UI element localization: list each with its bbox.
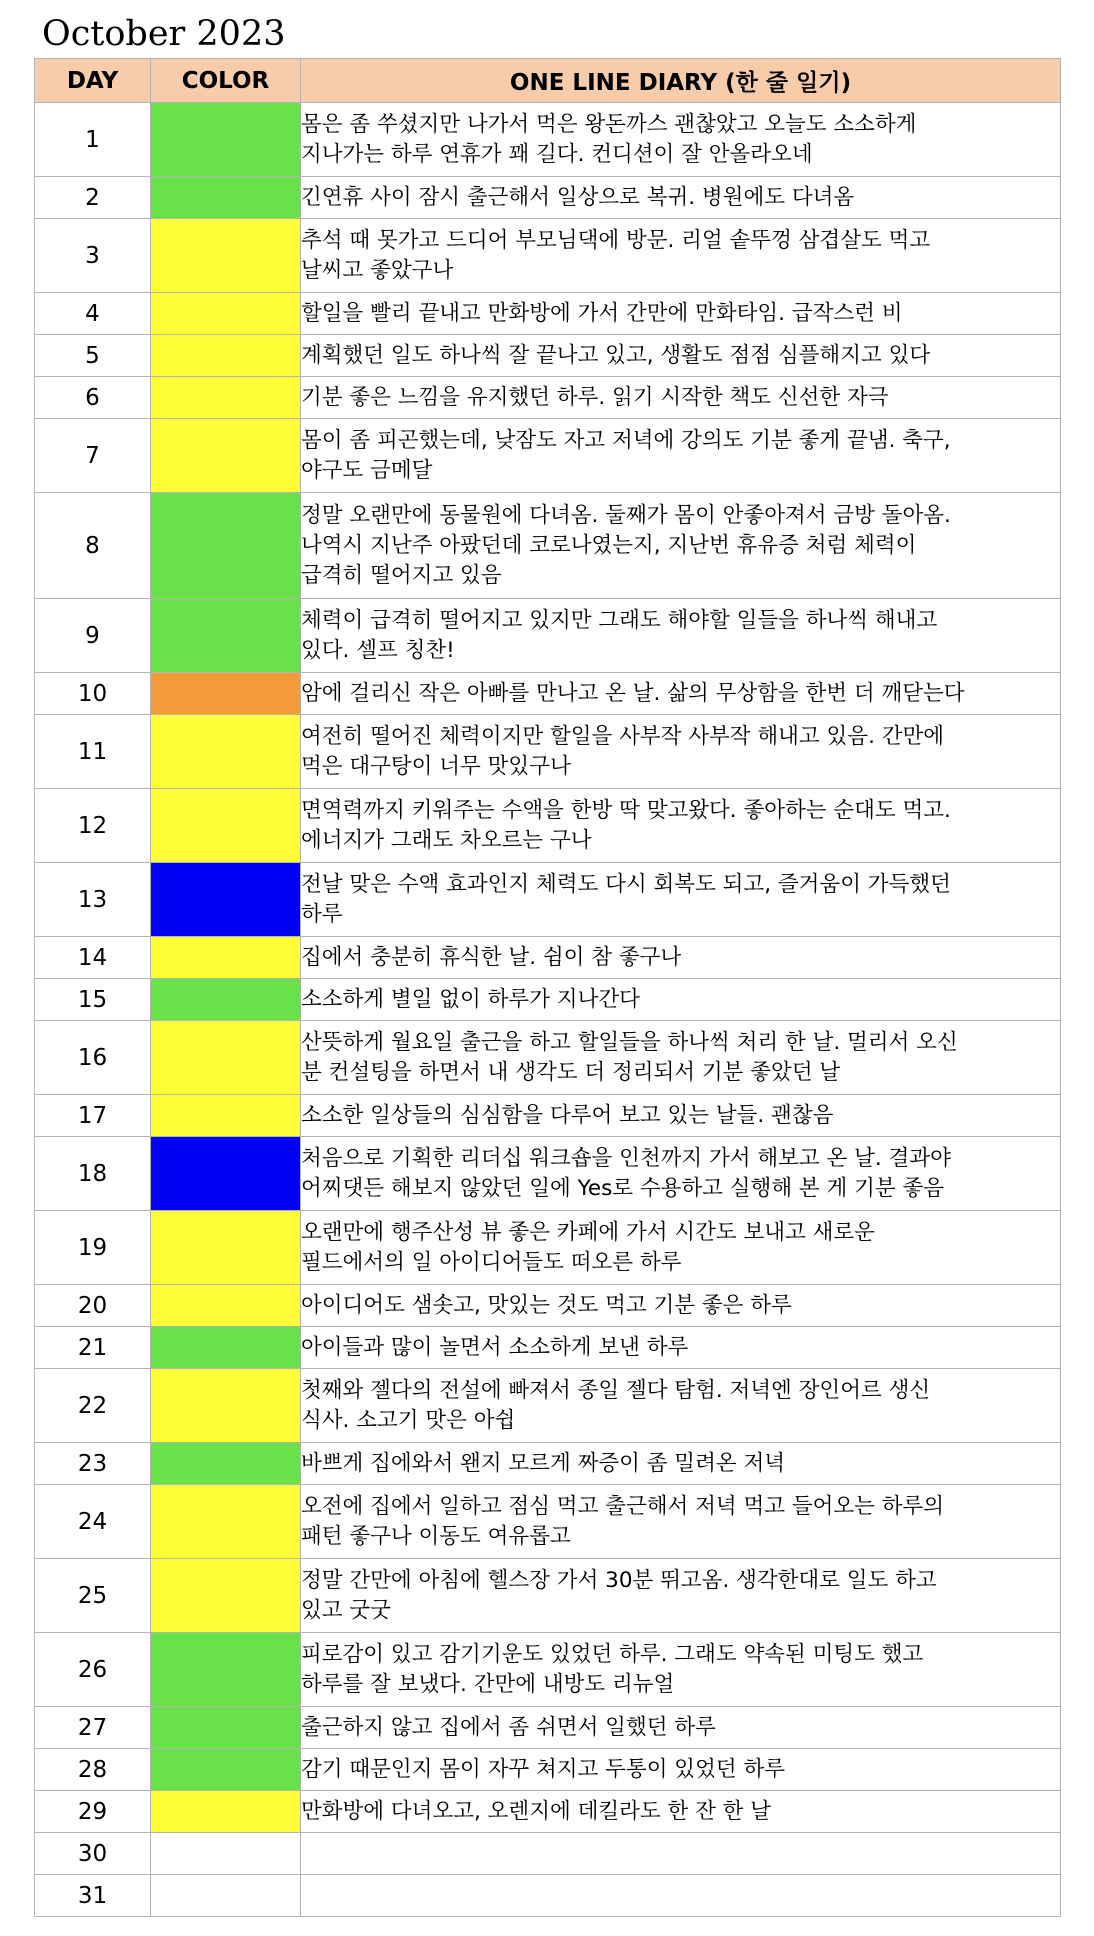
- table-row: [35, 673, 1061, 715]
- diary-entry: 감기 때문인지 몸이 자꾸 쳐지고 두통이 있었던 하루: [301, 1749, 1061, 1791]
- table-row: [35, 789, 1061, 863]
- day-cell: 19: [35, 1211, 151, 1285]
- table-row: [35, 979, 1061, 1021]
- diary-entry: 몸이 좀 피곤했는데, 낮잠도 자고 저녁에 강의도 기분 좋게 끝냄. 축구, 야구도 금메달: [301, 419, 1061, 493]
- day-cell: 1: [35, 103, 151, 177]
- table-row: [35, 493, 1061, 599]
- day-header: DAY: [35, 59, 151, 103]
- color-cell: [151, 1327, 301, 1369]
- diary-header: ONE LINE DIARY (한 줄 일기): [301, 59, 1061, 103]
- diary-entry: 아이들과 많이 놀면서 소소하게 보낸 하루: [301, 1327, 1061, 1369]
- diary-entry: 할일을 빨리 끝내고 만화방에 가서 간만에 만화타임. 급작스런 비: [301, 293, 1061, 335]
- diary-entry: 첫째와 젤다의 전설에 빠져서 종일 젤다 탐험. 저녁엔 장인어르 생신 식사. 소고기 맛은 아쉽: [301, 1369, 1061, 1443]
- day-cell: 24: [35, 1485, 151, 1559]
- table-row: [35, 863, 1061, 937]
- day-cell: 29: [35, 1791, 151, 1833]
- table-row: [35, 1875, 1061, 1917]
- diary-entry: 바쁘게 집에와서 왠지 모르게 짜증이 좀 밀려온 저녁: [301, 1443, 1061, 1485]
- page-title: October 2023: [42, 14, 286, 54]
- color-cell: [151, 1791, 301, 1833]
- table-row: [35, 1791, 1061, 1833]
- color-cell: [151, 1137, 301, 1211]
- day-cell: 16: [35, 1021, 151, 1095]
- table-row: [35, 1707, 1061, 1749]
- diary-entry: 산뜻하게 월요일 출근을 하고 할일들을 하나씩 처리 한 날. 멀리서 오신 분 컨설팅을 하면서 내 생각도 더 정리되서 기분 좋았던 날: [301, 1021, 1061, 1095]
- color-header: COLOR: [151, 59, 301, 103]
- color-cell: [151, 1707, 301, 1749]
- day-cell: 25: [35, 1559, 151, 1633]
- diary-entry: 출근하지 않고 집에서 좀 쉬면서 일했던 하루: [301, 1707, 1061, 1749]
- table-row: [35, 1211, 1061, 1285]
- color-cell: [151, 1485, 301, 1559]
- diary-entry: 암에 걸리신 작은 아빠를 만나고 온 날. 삶의 무상함을 한번 더 깨닫는다: [301, 673, 1061, 715]
- table-row: [35, 293, 1061, 335]
- header-row: [35, 59, 1061, 103]
- day-cell: 18: [35, 1137, 151, 1211]
- diary-entry: 체력이 급격히 떨어지고 있지만 그래도 해야할 일들을 하나씩 해내고 있다. 셀프 칭찬!: [301, 599, 1061, 673]
- day-cell: 14: [35, 937, 151, 979]
- day-cell: 27: [35, 1707, 151, 1749]
- day-cell: 28: [35, 1749, 151, 1791]
- day-cell: 13: [35, 863, 151, 937]
- diary-entry: 아이디어도 샘솟고, 맛있는 것도 먹고 기분 좋은 하루: [301, 1285, 1061, 1327]
- color-cell: [151, 1211, 301, 1285]
- color-cell: [151, 1559, 301, 1633]
- color-cell: [151, 1369, 301, 1443]
- diary-entry: 전날 맞은 수액 효과인지 체력도 다시 회복도 되고, 즐거움이 가득했던 하루: [301, 863, 1061, 937]
- day-cell: 30: [35, 1833, 151, 1875]
- color-cell: [151, 377, 301, 419]
- day-cell: 2: [35, 177, 151, 219]
- diary-body: [35, 103, 1061, 1917]
- day-cell: 22: [35, 1369, 151, 1443]
- day-cell: 6: [35, 377, 151, 419]
- day-cell: 8: [35, 493, 151, 599]
- color-cell: [151, 979, 301, 1021]
- table-row: [35, 1833, 1061, 1875]
- diary-entry: 여전히 떨어진 체력이지만 할일을 사부작 사부작 해내고 있음. 간만에 먹은 대구탕이 너무 맛있구나: [301, 715, 1061, 789]
- day-cell: 23: [35, 1443, 151, 1485]
- color-cell: [151, 1833, 301, 1875]
- table-row: [35, 1369, 1061, 1443]
- color-cell: [151, 493, 301, 599]
- table-row: [35, 419, 1061, 493]
- day-cell: 7: [35, 419, 151, 493]
- color-cell: [151, 1749, 301, 1791]
- table-row: [35, 1137, 1061, 1211]
- day-cell: 11: [35, 715, 151, 789]
- color-cell: [151, 715, 301, 789]
- color-cell: [151, 419, 301, 493]
- color-cell: [151, 789, 301, 863]
- diary-entry: 처음으로 기획한 리더십 워크숍을 인천까지 가서 해보고 온 날. 결과야 어찌댓든 해보지 않았던 일에 Yes로 수용하고 실행해 본 게 기분 좋음: [301, 1137, 1061, 1211]
- diary-entry: 계획했던 일도 하나씩 잘 끝나고 있고, 생활도 점점 심플해지고 있다: [301, 335, 1061, 377]
- diary-entry: 만화방에 다녀오고, 오렌지에 데킬라도 한 잔 한 날: [301, 1791, 1061, 1833]
- color-cell: [151, 1285, 301, 1327]
- day-cell: 4: [35, 293, 151, 335]
- diary-entry: 몸은 좀 쑤셨지만 나가서 먹은 왕돈까스 괜찮았고 오늘도 소소하게 지나가는 하루 연휴가 꽤 길다. 컨디션이 잘 안올라오네: [301, 103, 1061, 177]
- color-cell: [151, 177, 301, 219]
- color-cell: [151, 1021, 301, 1095]
- color-cell: [151, 863, 301, 937]
- table-row: [35, 1327, 1061, 1369]
- day-cell: 31: [35, 1875, 151, 1917]
- diary-entry: 기분 좋은 느낌을 유지했던 하루. 읽기 시작한 책도 신선한 자극: [301, 377, 1061, 419]
- day-cell: 5: [35, 335, 151, 377]
- diary-entry: 소소하게 별일 없이 하루가 지나간다: [301, 979, 1061, 1021]
- diary-entry: 집에서 충분히 휴식한 날. 쉼이 참 좋구나: [301, 937, 1061, 979]
- diary-entry: [301, 1833, 1061, 1875]
- table-row: [35, 937, 1061, 979]
- color-cell: [151, 1095, 301, 1137]
- day-cell: 21: [35, 1327, 151, 1369]
- table-row: [35, 219, 1061, 293]
- table-row: [35, 1285, 1061, 1327]
- color-cell: [151, 1443, 301, 1485]
- table-row: [35, 335, 1061, 377]
- day-cell: 3: [35, 219, 151, 293]
- color-cell: [151, 937, 301, 979]
- color-cell: [151, 103, 301, 177]
- table-row: [35, 1559, 1061, 1633]
- diary-entry: 오랜만에 행주산성 뷰 좋은 카페에 가서 시간도 보내고 새로운 필드에서의 일 아이디어들도 떠오른 하루: [301, 1211, 1061, 1285]
- day-cell: 12: [35, 789, 151, 863]
- table-row: [35, 1443, 1061, 1485]
- day-cell: 17: [35, 1095, 151, 1137]
- color-cell: [151, 293, 301, 335]
- color-cell: [151, 673, 301, 715]
- table-row: [35, 1633, 1061, 1707]
- day-cell: 10: [35, 673, 151, 715]
- diary-entry: [301, 1875, 1061, 1917]
- table-row: [35, 1749, 1061, 1791]
- table-row: [35, 377, 1061, 419]
- diary-entry: 피로감이 있고 감기기운도 있었던 하루. 그래도 약속된 미팅도 했고 하루를 잘 보냈다. 간만에 내방도 리뉴얼: [301, 1633, 1061, 1707]
- table-row: [35, 1021, 1061, 1095]
- table-row: [35, 715, 1061, 789]
- table-row: [35, 1095, 1061, 1137]
- day-cell: 26: [35, 1633, 151, 1707]
- color-cell: [151, 1633, 301, 1707]
- diary-entry: 긴연휴 사이 잠시 출근해서 일상으로 복귀. 병원에도 다녀옴: [301, 177, 1061, 219]
- diary-entry: 정말 오랜만에 동물원에 다녀옴. 둘째가 몸이 안좋아져서 금방 돌아옴. 나역시 지난주 아팠던데 코로나였는지, 지난번 휴유증 처럼 체력이 급격히 떨어지고 있음: [301, 493, 1061, 599]
- day-cell: 15: [35, 979, 151, 1021]
- diary-entry: 오전에 집에서 일하고 점심 먹고 출근해서 저녁 먹고 들어오는 하루의 패턴 좋구나 이동도 여유롭고: [301, 1485, 1061, 1559]
- day-cell: 9: [35, 599, 151, 673]
- diary-entry: 면역력까지 키워주는 수액을 한방 딱 맞고왔다. 좋아하는 순대도 먹고. 에너지가 그래도 차오르는 구나: [301, 789, 1061, 863]
- diary-entry: 소소한 일상들의 심심함을 다루어 보고 있는 날들. 괜찮음: [301, 1095, 1061, 1137]
- color-cell: [151, 599, 301, 673]
- day-cell: 20: [35, 1285, 151, 1327]
- color-cell: [151, 335, 301, 377]
- color-cell: [151, 219, 301, 293]
- color-cell: [151, 1875, 301, 1917]
- table-row: [35, 103, 1061, 177]
- table-row: [35, 177, 1061, 219]
- diary-entry: 추석 때 못가고 드디어 부모님댁에 방문. 리얼 솥뚜껑 삼겹살도 먹고 날씨고 좋았구나: [301, 219, 1061, 293]
- table-row: [35, 1485, 1061, 1559]
- diary-table: [34, 58, 1061, 1917]
- diary-entry: 정말 간만에 아침에 헬스장 가서 30분 뛰고옴. 생각한대로 일도 하고 있고 굿굿: [301, 1559, 1061, 1633]
- table-row: [35, 599, 1061, 673]
